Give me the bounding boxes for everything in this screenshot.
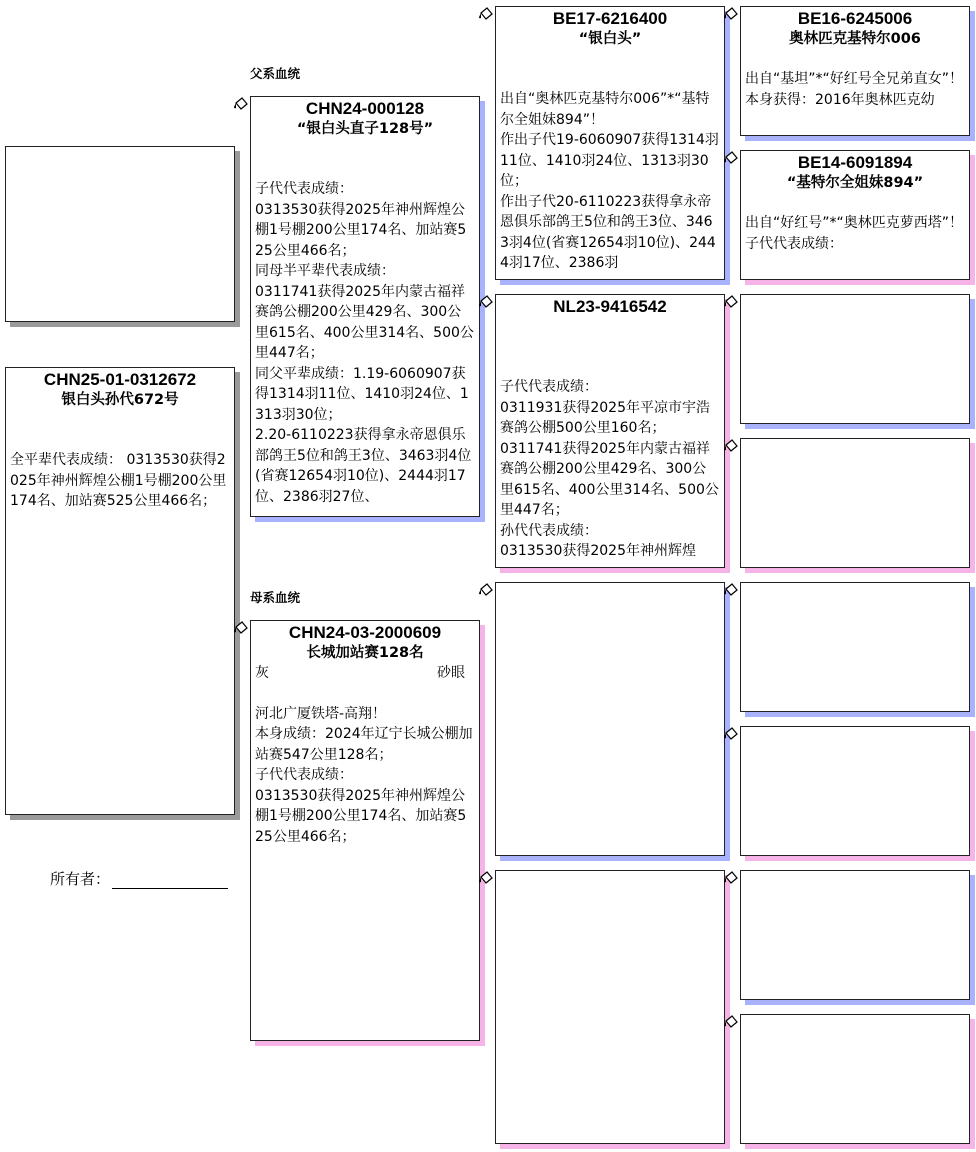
sd-dam-card[interactable]	[740, 438, 970, 568]
ss-dam-description: 出自“好红号”*“奥林匹克萝西塔”！ 子代代表成绩：	[745, 215, 964, 252]
edit-fill-icon[interactable]	[723, 726, 739, 742]
sire-dam-name	[500, 317, 720, 337]
subject-card[interactable]	[5, 367, 235, 815]
sire-name: “银白头直子128号”	[296, 121, 434, 137]
dd-dam-card[interactable]	[740, 1014, 970, 1144]
paternal-label: 父系血统	[250, 66, 301, 81]
owner-label: 所有者：	[50, 870, 111, 888]
edit-fill-icon[interactable]	[478, 582, 494, 598]
ds-dam-card[interactable]	[740, 726, 970, 856]
edit-fill-icon[interactable]	[723, 6, 739, 22]
sire-description: 子代代表成绩： 0313530获得2025年神州辉煌公棚1号棚200公里174名、加站赛525公里466名； 同母半平辈代表成绩： 0311741获得2025年内蒙古福祥赛鸽公棚200公里429名、300公里615名、400公里314名、500公里447名； 同父平辈成绩：1.19-6060907获得1314羽11位、1410羽24位、1313羽30位； 2.20-6110223获得拿永帝恩俱乐部鸽王5位和鸽王3位、3463羽4位(省赛12654羽10位)、2444羽17位、2386羽27位、	[255, 181, 474, 505]
maternal-label: 母系血统	[250, 590, 301, 605]
edit-fill-icon[interactable]	[723, 438, 739, 454]
dam-sire-card[interactable]	[495, 582, 725, 856]
owner-field	[50, 868, 228, 889]
ss-dam-ring-number: BE14-6091894	[797, 153, 913, 172]
ss-dam-name: “基特尔全姐妹894”	[786, 175, 924, 191]
dd-sire-card[interactable]	[740, 870, 970, 1000]
sire-card[interactable]	[250, 96, 480, 517]
edit-fill-icon[interactable]	[723, 1014, 739, 1030]
photo-frame	[5, 146, 235, 322]
edit-fill-icon[interactable]	[233, 96, 249, 112]
sire-sire-card[interactable]	[495, 6, 725, 280]
subject-ring-number: CHN25-01-0312672	[43, 370, 197, 389]
dam-ring-number: CHN24-03-2000609	[288, 623, 442, 642]
sire-dam-ring-number: NL23-9416542	[553, 297, 667, 316]
subject-name: 银白头孙代672号	[61, 392, 179, 408]
dam-dam-card[interactable]	[495, 870, 725, 1144]
edit-fill-icon[interactable]	[723, 582, 739, 598]
sire-dam-description: 子代代表成绩： 0311931获得2025年平凉市宇浩赛鸽公棚500公里160名； 0311741获得2025年内蒙古福祥赛鸽公棚200公里429名、300公里615名、400公里314名、500公里447名； 孙代代表成绩： 0313530获得2025年神州辉煌	[500, 379, 719, 559]
ss-sire-ring-number: BE16-6245006	[797, 9, 913, 28]
dam-name: 长城加站赛128名	[306, 645, 424, 661]
dam-color: 灰	[255, 665, 269, 681]
sire-sire-name: “银白头”	[578, 31, 642, 47]
sd-sire-card[interactable]	[740, 294, 970, 424]
edit-fill-icon[interactable]	[723, 294, 739, 310]
sire-sire-ring-number: BE17-6216400	[552, 9, 668, 28]
edit-fill-icon[interactable]	[478, 294, 494, 310]
sire-ring-number: CHN24-000128	[305, 99, 425, 118]
dam-card[interactable]	[250, 620, 480, 1041]
edit-fill-icon[interactable]	[723, 870, 739, 886]
ds-sire-card[interactable]	[740, 582, 970, 712]
edit-fill-icon[interactable]	[233, 620, 249, 636]
ss-sire-name: 奥林匹克基特尔006	[789, 31, 921, 47]
dam-eye: 砂眼	[437, 665, 465, 681]
edit-fill-icon[interactable]	[478, 6, 494, 22]
dam-description: 河北广厦铁塔-高翔！ 本身成绩：2024年辽宁长城公棚加站赛547公里128名； 子代代表成绩： 0313530获得2025年神州辉煌公棚1号棚200公里174名、加站赛525公里466名；	[255, 705, 473, 845]
edit-fill-icon[interactable]	[478, 870, 494, 886]
edit-fill-icon[interactable]	[723, 150, 739, 166]
subject-description: 全平辈代表成绩： 0313530获得2025年神州辉煌公棚1号棚200公里174名、加站赛525公里466名；	[10, 452, 227, 509]
ss-dam-card[interactable]	[740, 150, 970, 280]
owner-signature-line[interactable]	[112, 870, 228, 889]
sire-sire-description: 出自“奥林匹克基特尔006”*“基特尔全姐妹894”！ 作出子代19-6060907获得1314羽11位、1410羽24位、1313羽30位； 作出子代20-6110223获得拿永帝恩俱乐部鸽王5位和鸽王3位、3463羽4位(省赛12654羽10位)、2444羽17位、2386羽	[500, 91, 719, 271]
ss-sire-card[interactable]	[740, 6, 970, 136]
sire-dam-card[interactable]	[495, 294, 725, 568]
ss-sire-description: 出自“基坦”*“好红号全兄弟直女”！ 本身获得：2016年奥林匹克幼	[745, 71, 964, 108]
